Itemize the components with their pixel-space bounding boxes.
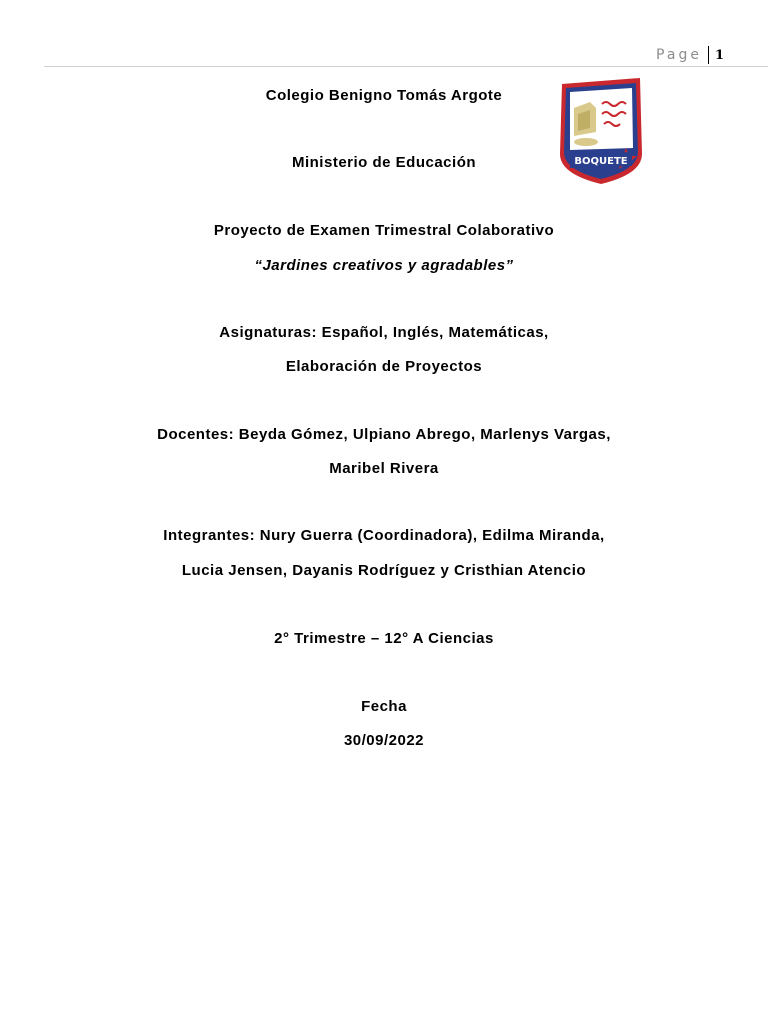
header-separator bbox=[708, 46, 709, 64]
subjects-line-1: Asignaturas: Español, Inglés, Matemáticas, bbox=[219, 324, 549, 341]
subjects-line-2: Elaboración de Proyectos bbox=[285, 358, 483, 375]
date-value: 30/09/2022 bbox=[343, 732, 425, 749]
date-label: Fecha bbox=[361, 698, 407, 715]
project-title: “Jardines creativos y agradables” bbox=[254, 257, 514, 274]
members-line-2: Lucia Jensen, Dayanis Rodríguez y Cristhian Atencio bbox=[181, 562, 587, 579]
ministry-name: Ministerio de Educación bbox=[291, 154, 477, 171]
teachers-line-2: Maribel Rivera bbox=[329, 460, 439, 477]
header-divider bbox=[44, 66, 768, 67]
project-heading: Proyecto de Examen Trimestral Colaborativo bbox=[213, 222, 555, 239]
school-name: Colegio Benigno Tomás Argote bbox=[265, 87, 503, 104]
page-label: Page bbox=[656, 47, 702, 63]
page-header bbox=[656, 44, 724, 66]
svg-text:BOQUETE: BOQUETE bbox=[574, 156, 628, 167]
trimester-line: 2° Trimestre – 12° A Ciencias bbox=[274, 630, 494, 647]
page-number: 1 bbox=[714, 47, 724, 63]
members-line-1: Integrantes: Nury Guerra (Coordinadora), Edilma Miranda, bbox=[163, 527, 605, 544]
teachers-line-1: Docentes: Beyda Gómez, Ulpiano Abrego, Marlenys Vargas, bbox=[157, 426, 611, 443]
